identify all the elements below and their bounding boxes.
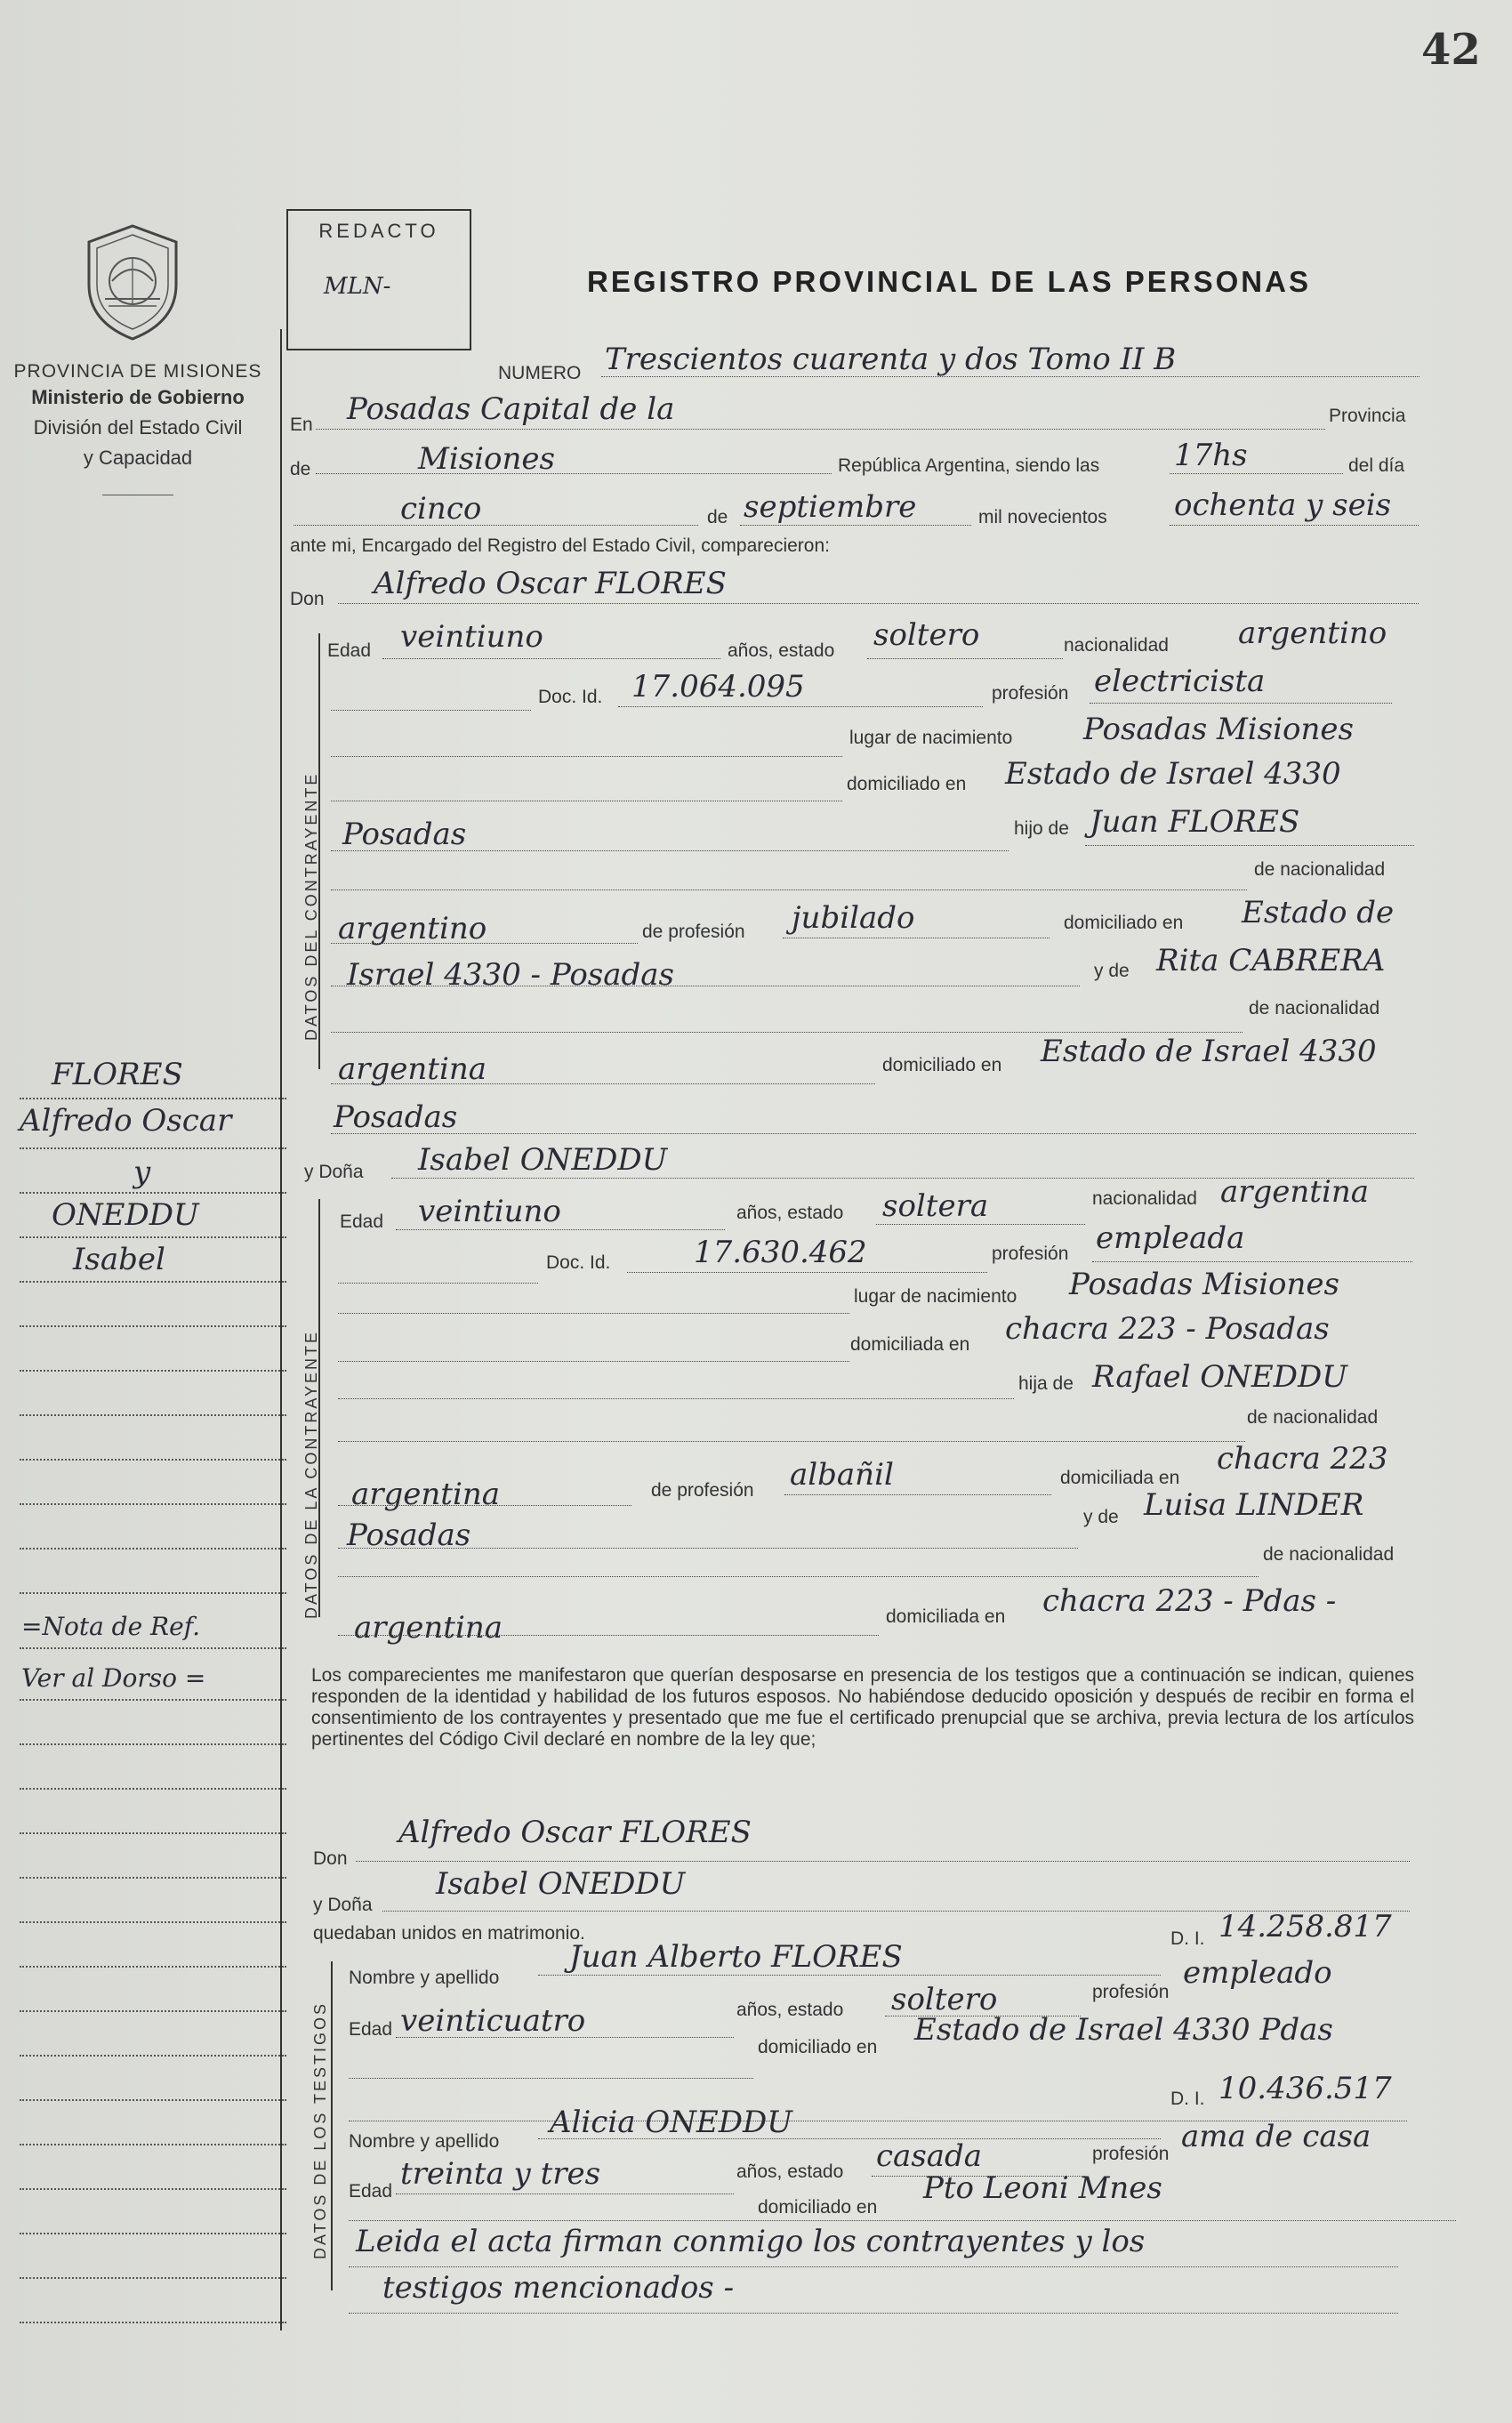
margin-line-21 [20, 2010, 286, 2012]
margin-nota-1: =Nota de Ref. [21, 1612, 200, 1641]
de-line [316, 473, 832, 474]
contrayente-padre-prof: jubilado [792, 900, 915, 936]
estado-line-1 [867, 658, 1063, 659]
madre-dom-label-1: domiciliado en [882, 1055, 1002, 1075]
org-ministry: Ministerio de Gobierno [31, 386, 245, 408]
testigo1-domicilio: Estado de Israel 4330 Pdas [914, 2012, 1333, 2048]
quedaban-label: quedaban unidos en matrimonio. [313, 1923, 585, 1944]
org-division: División del Estado Civil [33, 416, 243, 439]
madre-nac-line-1 [331, 1083, 875, 1084]
declaracion-don-label: Don [313, 1848, 348, 1869]
declaracion-dona: Isabel ONEDDU [436, 1866, 686, 1902]
de-value: Misiones [418, 441, 555, 477]
hija-de-label: hija de [1018, 1373, 1074, 1394]
contrayenta-lugar-nac: Posadas Misiones [1069, 1267, 1339, 1302]
contrayente-padre-dom-2: Israel 4330 - Posadas [347, 957, 675, 993]
margin-line-10 [20, 1503, 286, 1505]
margin-nota-2: Ver al Dorso = [21, 1663, 206, 1693]
margin-line-18 [20, 1877, 286, 1879]
doc-label-1: Doc. Id. [538, 687, 603, 707]
testigos-bracket [331, 1961, 333, 2290]
cierre-line-2: testigos mencionados - [382, 2270, 735, 2306]
margin-line-25 [20, 2188, 286, 2190]
contrayente-padre-nac: argentino [338, 911, 487, 946]
lugar-pre-line-1 [331, 756, 842, 757]
t1-edad-line [396, 2037, 734, 2038]
mes-line [740, 525, 971, 526]
doc-pre-line-1 [331, 710, 531, 711]
contrayenta-madre-nac: argentina [354, 1610, 503, 1646]
contrayenta-nacionalidad: argentina [1220, 1174, 1370, 1210]
margin-apellido-2: ONEDDU [52, 1197, 199, 1233]
testigo1-estado: soltero [891, 1982, 998, 2017]
contrayente-padre-dom: Estado de [1242, 895, 1395, 930]
padre-prof-line-2 [784, 1494, 1051, 1495]
contrayente-domicilio-2: Posadas [342, 817, 467, 852]
testigo1-profesion: empleado [1183, 1955, 1332, 1991]
cierre-line-2-rule [349, 2313, 1398, 2314]
padre-nac-line-1 [331, 943, 638, 944]
margin-nombre-2: Isabel [73, 1242, 165, 1277]
contrayente-domicilio: Estado de Israel 4330 [1005, 756, 1341, 792]
org-capacity: y Capacidad [83, 447, 193, 469]
dia-value: cinco [400, 491, 482, 527]
declaracion-don-line [356, 1861, 1410, 1862]
numero-value: Trescientos cuarenta y dos Tomo II B [605, 342, 1177, 377]
hora-line [1170, 473, 1343, 474]
don-line [338, 603, 1419, 604]
madre-nac-pre-line-1 [331, 1032, 1243, 1033]
testigo1-di: 14.258.817 [1218, 1909, 1392, 1944]
margin-line-5 [20, 1281, 286, 1283]
testigo2-nombre: Alicia ONEDDU [550, 2105, 792, 2140]
dom-pre-line-2 [338, 1361, 849, 1362]
contrayente-lugar-nac: Posadas Misiones [1083, 712, 1354, 747]
anos-estado-label-2: años, estado [736, 1203, 844, 1223]
t2-anos-estado-label: años, estado [736, 2161, 844, 2182]
margin-line-20 [20, 1966, 286, 1968]
page-number: 42 [1421, 25, 1481, 75]
t2-edad-label: Edad [349, 2181, 393, 2202]
madre-de-nac-label-2: de nacionalidad [1263, 1544, 1395, 1565]
de-label: de [290, 459, 311, 479]
t2-nombre-label: Nombre y apellido [349, 2131, 500, 2152]
t1-profesion-label: profesión [1092, 1982, 1170, 2002]
republica-label: República Argentina, siendo las [838, 455, 1100, 476]
redacto-label: REDACTO [318, 220, 439, 242]
testigo1-edad: veinticuatro [400, 2003, 586, 2039]
edad-label-2: Edad [340, 1212, 384, 1232]
hora-value: 17hs [1174, 438, 1248, 473]
contrayente-doc: 17.064.095 [631, 669, 805, 704]
madre-pre-line-2 [338, 1398, 1014, 1399]
t1-di-label: D. I. [1170, 1928, 1205, 1949]
contrayenta-estado: soltera [882, 1188, 989, 1224]
contrayenta-doc: 17.630.462 [694, 1235, 867, 1270]
padre-dom2-line-2 [338, 1548, 1078, 1549]
contrayenta-profesion: empleada [1096, 1220, 1245, 1256]
margin-nombre-1: Alfredo Oscar [20, 1103, 232, 1139]
declaracion-dona-label: y Doña [313, 1895, 373, 1915]
doc-label-2: Doc. Id. [546, 1252, 611, 1273]
padre-dom-label-1: domiciliado en [1064, 913, 1184, 933]
provincial-seal-icon [78, 222, 187, 342]
t1-anos-estado-label: años, estado [736, 2000, 844, 2020]
padre-line-1 [1085, 845, 1414, 846]
contrayenta-padre-dom-2: Posadas [347, 1517, 471, 1553]
madre-dom-label-2: domiciliada en [886, 1606, 1006, 1627]
provincia-label: Provincia [1329, 406, 1406, 426]
contrayenta-domicilio: chacra 223 - Posadas [1005, 1311, 1330, 1347]
domiciliada-label-2: domiciliada en [850, 1334, 970, 1355]
margin-y: y [133, 1155, 151, 1190]
page-title: REGISTRO PROVINCIAL DE LAS PERSONAS [587, 265, 1311, 298]
contrayenta-nombre: Isabel ONEDDU [418, 1142, 668, 1178]
margin-line-14 [20, 1699, 286, 1701]
mes-de-label: de [707, 507, 728, 527]
margin-line-19 [20, 1921, 286, 1923]
contrayente-profesion: electricista [1094, 664, 1266, 699]
padre-nac-pre-line-2 [338, 1441, 1245, 1442]
margin-line-1 [20, 1098, 286, 1099]
en-line [316, 429, 1325, 430]
margin-line-4 [20, 1236, 286, 1238]
margin-line-12 [20, 1592, 286, 1594]
margin-apellido-1: FLORES [52, 1057, 183, 1092]
contrayenta-edad: veintiuno [418, 1194, 561, 1229]
contrayente-madre-nac: argentina [338, 1051, 487, 1087]
cierre-line-1: Leida el acta firman conmigo los contrayentes y los [356, 2224, 1146, 2259]
estado-line-2 [876, 1224, 1085, 1225]
margin-line-2 [20, 1147, 286, 1149]
del-dia-label: del día [1348, 455, 1405, 476]
anio-line [1170, 525, 1419, 526]
t2-domiciliado-label: domiciliado en [758, 2197, 878, 2218]
testigo2-domicilio: Pto Leoni Mnes [923, 2170, 1162, 2206]
doc-line-2 [627, 1272, 987, 1273]
madre-nac-pre-line-2 [338, 1576, 1259, 1577]
testigo2-edad: treinta y tres [400, 2156, 601, 2192]
anos-estado-label-1: años, estado [728, 640, 835, 661]
contrayente-madre-dom: Estado de Israel 4330 [1041, 1034, 1377, 1069]
margin-line-27 [20, 2277, 286, 2279]
contrayenta-padre: Rafael ONEDDU [1092, 1359, 1347, 1395]
madre-nac-line-2 [338, 1635, 879, 1636]
contrayente-padre: Juan FLORES [1090, 804, 1300, 840]
en-label: En [290, 415, 313, 435]
margin-line-22 [20, 2055, 286, 2057]
margin-line-8 [20, 1414, 286, 1416]
edad-line-1 [382, 658, 720, 659]
y-de-label-1: y de [1094, 961, 1130, 981]
testigo1-nombre: Juan Alberto FLORES [569, 1939, 903, 1975]
redacto-initials: MLN- [324, 273, 391, 300]
madre-dom2-line-1 [331, 1133, 1416, 1134]
profesion-line-1 [1090, 703, 1392, 704]
profesion-label-1: profesión [992, 683, 1069, 704]
lugar-pre-line-2 [338, 1313, 849, 1314]
margin-line-15 [20, 1743, 286, 1745]
org-province: PROVINCIA DE MISIONES [13, 361, 262, 382]
de-nacionalidad-label-1: de nacionalidad [1254, 859, 1386, 880]
mes-value: septiembre [744, 489, 917, 525]
domiciliado-label-1: domiciliado en [847, 774, 967, 794]
contrayente-madre-dom-2: Posadas [334, 1099, 458, 1135]
contrayenta-madre-dom: chacra 223 - Pdas - [1042, 1583, 1337, 1619]
margin-line-23 [20, 2099, 286, 2101]
numero-line [601, 376, 1420, 377]
redacto-box [286, 209, 471, 350]
margin-line-6 [20, 1325, 286, 1327]
de-profesion-label-1: de profesión [642, 922, 745, 942]
testigos-side-label: DATOS DE LOS TESTIGOS [311, 2000, 329, 2259]
legal-paragraph: Los comparecientes me manifestaron que querían desposarse en presencia de los testigos que a continuación se indican, quienes responden de la identidad y habilidad de los futuros esposos. No habiéndose deducido oposición y después de recibir en forma el consentimiento de los contrayentes y presentado que me fue el certificado prenupcial que se archiva, previa lectura de los artículos pertinentes del Código Civil declaré en nombre de la ley que; [311, 1665, 1414, 1750]
padre-nac-line-2 [338, 1505, 631, 1506]
contrayenta-madre: Luisa LINDER [1144, 1487, 1364, 1523]
t1-nombre-line [538, 1975, 1161, 1976]
profesion-label-2: profesión [992, 1244, 1069, 1264]
margin-line-17 [20, 1832, 286, 1834]
profesion-line-2 [1092, 1261, 1412, 1262]
t1-edad-label: Edad [349, 2019, 393, 2040]
contrayenta-padre-dom: chacra 223 [1217, 1441, 1388, 1477]
contrayenta-padre-prof: albañil [790, 1457, 894, 1493]
t2-profesion-label: profesión [1092, 2144, 1170, 2164]
contrayente-nacionalidad: argentino [1238, 616, 1387, 651]
en-value: Posadas Capital de la [347, 391, 675, 427]
contrayente-madre: Rita CABRERA [1156, 943, 1386, 978]
y-de-label-2: y de [1083, 1507, 1119, 1527]
margin-line-16 [20, 1788, 286, 1790]
t2-dom-line [349, 2220, 1456, 2221]
contrayente-edad: veintiuno [400, 619, 543, 655]
margin-line-24 [20, 2144, 286, 2145]
margin-line-7 [20, 1370, 286, 1372]
padre-dom-label-2: domiciliada en [1060, 1468, 1180, 1488]
dia-line [294, 525, 698, 526]
margin-line-26 [20, 2233, 286, 2234]
margin-line-13 [20, 1647, 286, 1649]
testigo2-estado: casada [876, 2138, 983, 2174]
edad-line-2 [396, 1229, 725, 1230]
t1-nombre-label: Nombre y apellido [349, 1968, 500, 1988]
contrayente-estado: soltero [873, 617, 980, 653]
don-label: Don [290, 589, 325, 609]
doc-line-1 [618, 706, 983, 707]
testigo2-profesion: ama de casa [1181, 2119, 1371, 2154]
mil-label: mil novecientos [978, 507, 1107, 527]
lugar-nac-label-1: lugar de nacimiento [849, 728, 1013, 748]
declaracion-don: Alfredo Oscar FLORES [398, 1815, 752, 1850]
contrayente-side-label: DATOS DEL CONTRAYENTE [302, 771, 320, 1041]
dom2-line-1 [331, 850, 1009, 851]
nacionalidad-label-1: nacionalidad [1064, 635, 1169, 656]
cierre-line-1-rule [349, 2266, 1398, 2267]
contrayenta-padre-nac: argentina [351, 1477, 501, 1512]
contrayenta-side-label: DATOS DE LA CONTRAYENTE [302, 1329, 320, 1619]
ante-mi-label: ante mi, Encargado del Registro del Estado Civil, comparecieron: [290, 535, 830, 556]
testigo2-di: 10.436.517 [1218, 2071, 1392, 2106]
t1-dom-pre-line [349, 2078, 753, 2079]
main-margin-rule [280, 329, 282, 2330]
anio-value: ochenta y seis [1174, 487, 1392, 523]
edad-label-1: Edad [327, 640, 372, 661]
de-profesion-label-2: de profesión [651, 1480, 754, 1501]
margin-line-11 [20, 1548, 286, 1550]
de-nacionalidad-label-2: de nacionalidad [1247, 1407, 1379, 1428]
margin-line-28 [20, 2322, 286, 2323]
lugar-nac-label-2: lugar de nacimiento [854, 1286, 1017, 1307]
margin-line-3 [20, 1192, 286, 1194]
margin-line-9 [20, 1459, 286, 1461]
doc-pre-line-2 [338, 1283, 538, 1284]
t2-nombre-line [538, 2138, 1161, 2139]
dona-label: y Doña [304, 1162, 364, 1182]
nacionalidad-label-2: nacionalidad [1092, 1188, 1197, 1209]
madre-de-nac-label-1: de nacionalidad [1249, 998, 1380, 1018]
numero-label: NUMERO [498, 363, 582, 383]
contrayente-nombre: Alfredo Oscar FLORES [374, 566, 727, 601]
hijo-de-label: hijo de [1014, 818, 1069, 839]
t1-domiciliado-label: domiciliado en [758, 2037, 878, 2057]
t2-di-label: D. I. [1170, 2089, 1205, 2109]
